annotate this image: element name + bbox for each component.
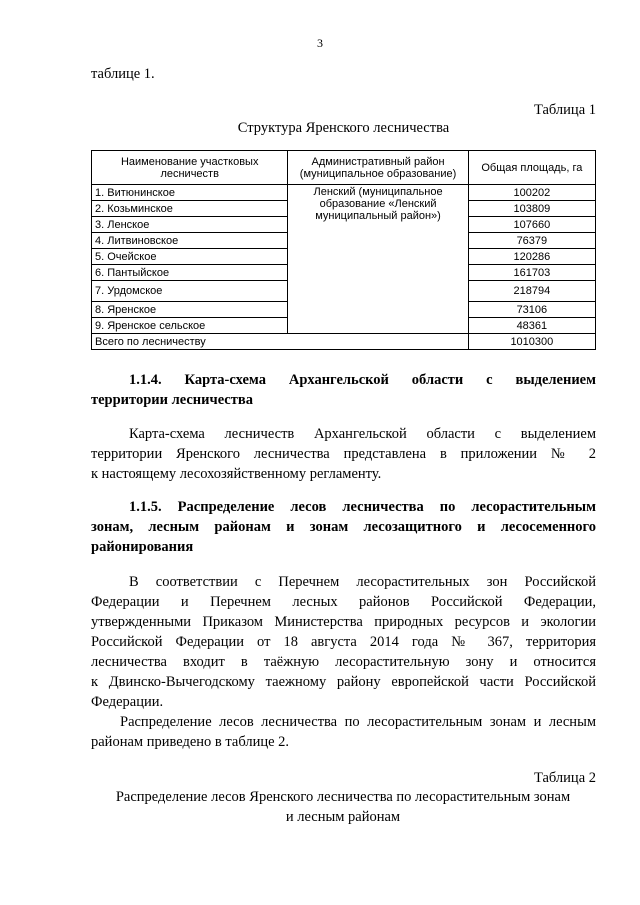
- section-115-para1-line2: Федерации и Перечнем лесных районов Российской Федерации,: [91, 594, 596, 610]
- table1: [91, 150, 596, 350]
- table1-header-name: Наименование участковых лесничеств: [92, 151, 288, 185]
- section-115-heading-line1: 1.1.5. Распределение лесов лесничества по лесорастительным: [129, 499, 596, 515]
- section-115-para1-line4: Российской Федерации от 18 августа 2014 года № 367, территория: [91, 634, 596, 650]
- table2-title-line2: и лесным районам: [285, 809, 401, 825]
- section-114-para-line2: территории Яренского лесничества представлена в приложении № 2: [91, 446, 596, 462]
- section-115-para2-line2: районам приведено в таблице 2.: [91, 734, 290, 750]
- section-114-para-line3: к настоящему лесохозяйственному регламенту.: [91, 466, 382, 482]
- section-115-para1-line5: лесничества входит в таёжную лесорастительную зону и относится: [91, 654, 596, 670]
- forestry-area: 48361: [468, 318, 595, 334]
- section-115-para1-line6: к Двинско-Вычегодскому таежному району европейской части Российской: [91, 674, 596, 690]
- forestry-name: 4. Литвиновское: [92, 233, 288, 249]
- forestry-name: 6. Пантыйское: [92, 265, 288, 281]
- table1-label: Таблица 1: [533, 102, 596, 118]
- section-114-para-line1: Карта-схема лесничеств Архангельской области с выделением: [129, 426, 596, 442]
- forestry-area: 218794: [468, 281, 595, 302]
- forestry-name: 5. Очейское: [92, 249, 288, 265]
- page-number: 3: [317, 36, 323, 50]
- forestry-name: 1. Витюнинское: [92, 185, 288, 201]
- forestry-area: 100202: [468, 185, 595, 201]
- district-cell: Ленский (муниципальное образование «Ленский муниципальный район»): [288, 185, 468, 334]
- section-115-heading-line3: районирования: [91, 539, 194, 555]
- section-115-heading-line2: зонам, лесным районам и зонам лесозащитного и лесосеменного: [91, 519, 596, 535]
- forestry-area: 161703: [468, 265, 595, 281]
- section-115-para1-line7: Федерации.: [91, 694, 164, 710]
- table1-total-row: [92, 334, 596, 350]
- table-row: [92, 185, 596, 201]
- forestry-name: 9. Яренское сельское: [92, 318, 288, 334]
- section-114-heading-line2: территории лесничества: [91, 392, 253, 408]
- forestry-area: 76379: [468, 233, 595, 249]
- forestry-area: 103809: [468, 201, 595, 217]
- table1-header-district: Административный район (муниципальное образование): [288, 151, 468, 185]
- total-area: 1010300: [468, 334, 595, 350]
- forestry-name: 7. Урдомское: [92, 281, 288, 302]
- section-115-para1-line1: В соответствии с Перечнем лесорастительных зон Российской: [129, 574, 596, 590]
- forestry-area: 107660: [468, 217, 595, 233]
- forestry-area: 120286: [468, 249, 595, 265]
- table1-title: Структура Яренского лесничества: [237, 120, 450, 136]
- section-114-heading-line1: 1.1.4. Карта-схема Архангельской области с выделением: [129, 372, 596, 388]
- section-115-para2-line1: Распределение лесов лесничества по лесорастительным зонам и лесным: [120, 714, 596, 730]
- section-115-para1-line3: утвержденными Приказом Министерства природных ресурсов и экологии: [91, 614, 596, 630]
- table1-header-area: Общая площадь, га: [468, 151, 595, 185]
- total-label: Всего по лесничеству: [92, 334, 469, 350]
- table2-title-line1: Распределение лесов Яренского лесничества по лесорастительным зонам: [115, 789, 571, 805]
- table1-header-row: [92, 151, 596, 185]
- forestry-name: 2. Козьминское: [92, 201, 288, 217]
- forestry-name: 8. Яренское: [92, 302, 288, 318]
- forestry-name: 3. Ленское: [92, 217, 288, 233]
- forestry-area: 73106: [468, 302, 595, 318]
- intro-fragment: таблице 1.: [91, 66, 155, 82]
- table2-label: Таблица 2: [533, 770, 596, 786]
